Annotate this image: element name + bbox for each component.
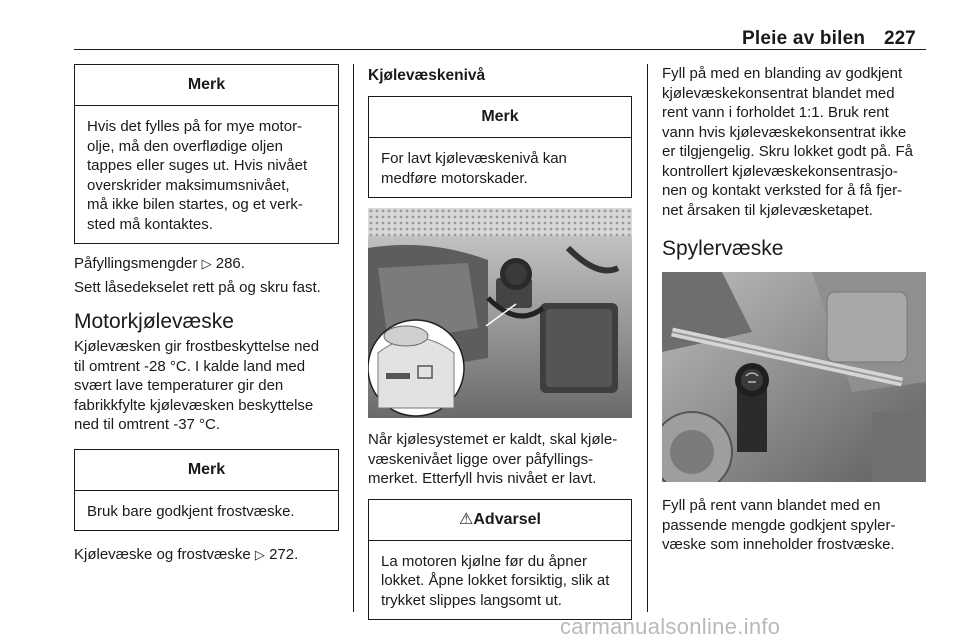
note-line: må ikke bilen startes, og et verk- bbox=[87, 196, 303, 213]
warning-line: La motoren kjølne før du åpner bbox=[381, 552, 587, 570]
paragraph-line: svært lave temperaturer gir den bbox=[74, 377, 284, 394]
paragraph-line: nen og kontakt verksted for å få fjer- bbox=[662, 182, 903, 199]
warning-triangle-icon: ⚠ bbox=[459, 510, 474, 528]
coolant-caption bbox=[368, 430, 632, 489]
coolant-paragraph bbox=[74, 337, 339, 435]
caption-line: merket. Etterfyll hvis nivået er lavt. bbox=[368, 470, 597, 487]
paragraph-line: ned til omtrent -37 °C. bbox=[74, 416, 221, 433]
reference-arrow-icon: ▷ bbox=[254, 547, 265, 562]
note-line: Hvis det fylles på for mye motor- bbox=[87, 118, 303, 135]
page-number: 227 bbox=[884, 28, 916, 49]
refill-label: Påfyllingsmengder bbox=[74, 255, 198, 272]
washer-paragraph bbox=[662, 496, 926, 555]
reference-arrow-icon: ▷ bbox=[201, 256, 212, 271]
caption-line: væskenivået ligge over påfyllings- bbox=[368, 450, 594, 468]
page-header-title: Pleie av bilen bbox=[742, 28, 866, 49]
column-separator-1 bbox=[353, 64, 354, 612]
note-line: tappes eller suges ut. Hvis nivået bbox=[87, 157, 308, 174]
note-line: sted må kontaktes. bbox=[87, 215, 213, 233]
caption-line: Når kjølesystemet er kaldt, skal kjøle- bbox=[368, 431, 618, 448]
watermark: carmanualsonline.info bbox=[560, 614, 781, 639]
section-heading-coolant: Motorkjølevæske bbox=[74, 310, 234, 333]
ref-label: Kjølevæske og frostvæske bbox=[74, 546, 251, 563]
warning-heading bbox=[369, 500, 631, 541]
engine-bay-illustration bbox=[368, 208, 632, 418]
warning-box bbox=[368, 499, 632, 621]
note-body: Bruk bare godkjent frostvæske. bbox=[87, 502, 295, 520]
paragraph-line: vann hvis kjølevæskekonsentrat ikke bbox=[662, 123, 907, 141]
coolant-mix-paragraph bbox=[662, 64, 926, 220]
paragraph-line: Fyll på med en blanding av godkjent bbox=[662, 65, 903, 82]
section-heading-washer: Spylervæske bbox=[662, 237, 784, 260]
column-3 bbox=[662, 64, 926, 555]
subheading-coolant-level: Kjølevæskenivå bbox=[368, 67, 486, 84]
note-box-oil bbox=[74, 64, 339, 244]
note-heading: Merk bbox=[75, 65, 338, 106]
paragraph-line: er tilgjengelig. Skru lokket godt på. Få bbox=[662, 143, 913, 160]
header-rule bbox=[74, 49, 926, 50]
washer-bay-illustration bbox=[662, 272, 926, 482]
note-body bbox=[369, 138, 631, 197]
column-1 bbox=[74, 64, 339, 565]
warning-line: lokket. Åpne lokket forsiktig, slik at bbox=[381, 572, 610, 589]
note-body bbox=[75, 106, 338, 243]
column-2 bbox=[368, 64, 632, 620]
note-line: medføre motorskader. bbox=[381, 169, 528, 187]
note-line: overskrider maksimumsnivået, bbox=[87, 176, 290, 194]
column-separator-2 bbox=[647, 64, 648, 612]
note-box-coolant-level bbox=[368, 96, 632, 198]
warning-heading-text: Advarsel bbox=[473, 510, 541, 528]
warning-line: trykket slippes langsomt ut. bbox=[381, 591, 562, 609]
cap-instruction: Sett låsedekselet rett på og skru fast. bbox=[74, 278, 321, 296]
ref-page-link[interactable]: 272. bbox=[269, 546, 299, 563]
paragraph-line: rent vann i forholdet 1:1. Bruk rent bbox=[662, 104, 889, 121]
paragraph-line: kontrollert kjølevæskekonsentrasjo- bbox=[662, 162, 898, 180]
paragraph-line: Fyll på rent vann blandet med en bbox=[662, 497, 881, 514]
paragraph-line: kjølevæskekonsentrat blandet med bbox=[662, 84, 895, 102]
paragraph-line: net årsaken til kjølevæsketapet. bbox=[662, 201, 873, 219]
coolant-reference bbox=[74, 545, 339, 565]
refill-page-link[interactable]: 286. bbox=[215, 255, 245, 272]
paragraph-line: fabrikkfylte kjølevæsken beskyttelse bbox=[74, 396, 314, 414]
coolant-reservoir-photo bbox=[368, 208, 632, 418]
paragraph-line: væske som inneholder frostvæske. bbox=[662, 536, 895, 553]
paragraph-line: Kjølevæsken gir frostbeskyttelse ned bbox=[74, 338, 320, 355]
note-line: For lavt kjølevæskenivå kan bbox=[381, 150, 567, 167]
warning-body bbox=[369, 541, 631, 620]
note-box-antifreeze bbox=[74, 449, 339, 532]
note-heading: Merk bbox=[75, 450, 338, 491]
paragraph-line: passende mengde godkjent spyler- bbox=[662, 516, 896, 534]
washer-reservoir-photo bbox=[662, 272, 926, 482]
note-line: olje, må den overflødige oljen bbox=[87, 137, 283, 155]
paragraph-line: til omtrent -28 °C. I kalde land med bbox=[74, 357, 306, 375]
note-heading: Merk bbox=[369, 97, 631, 138]
refill-reference bbox=[74, 254, 339, 274]
